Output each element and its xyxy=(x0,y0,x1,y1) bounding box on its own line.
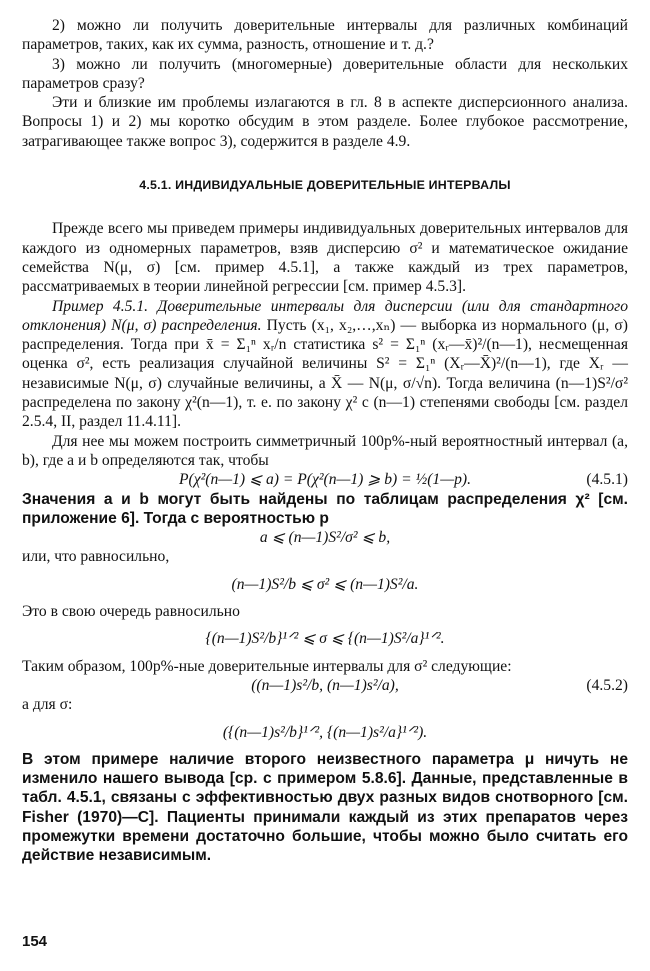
intro-question-3: 3) можно ли получить (многомерные) доверительные области для нескольких параметров сразу? xyxy=(22,55,628,92)
equation-4-5-1 xyxy=(22,470,628,489)
body-paragraph-3: Значения a и b могут быть найдены по таблицам распределения χ² [см. приложение 6]. Тогда с вероятностью p xyxy=(22,490,628,527)
example-paragraph xyxy=(22,297,628,432)
body-paragraph-4: или, что равносильно, xyxy=(22,548,170,566)
body-paragraph-2: Для нее мы можем построить симметричный 100p%-ный вероятностный интервал (a, b), где a и b определяются так, чтобы xyxy=(22,432,628,469)
body-paragraph-1: Прежде всего мы приведем примеры индивидуальных доверительных интервалов для каждого из одномерных параметров, взяв дисперсию σ² и математическое ожидание семейства N(μ, σ) [см. пример 4.5.1], а также каждый из трех параметров, рассматриваемых в теории линейной регрессии [см. пример 4.5.3]. xyxy=(22,220,628,296)
equation-4-5-1-text: P(χ²(n—1) ⩽ a) = P(χ²(n—1) ⩾ b) = ½(1—p). xyxy=(179,471,471,489)
body-paragraph-6: Таким образом, 100p%-ные доверительные интервалы для σ² следующие: xyxy=(22,657,512,675)
example-text: Пусть (x₁, x₂,…,xₙ) — выборка из нормального (μ, σ) распределения. Тогда при x̄ = Σ₁ⁿ xᵣ/n статистика s² = Σ₁ⁿ (xᵣ—x̄)²/(n—1), несмещенная оценка σ², есть реализация случайной величины S² = Σ₁ⁿ (Xᵣ—X̄)²/(n—1), где Xᵣ — независимые N(μ, σ) случайные величины, а X̄ — N(μ, σ/√n). Тогда величина (n—1)S²/σ² распределена по закону χ²(n—1), т. е. по закону χ² с (n—1) степенями свободы [см. раздел 2.5.4, II, раздел 11.4.11]. xyxy=(22,316,628,431)
section-heading: 4.5.1. ИНДИВИДУАЛЬНЫЕ ДОВЕРИТЕЛЬНЫЕ ИНТЕРВАЛЫ xyxy=(139,178,511,193)
equation-number-4-5-1: (4.5.1) xyxy=(586,471,628,489)
equation-sigma-interval-text: ({(n—1)s²/b}¹ᐟ², {(n—1)s²/a}¹ᐟ²). xyxy=(222,723,428,741)
equation-4-5-2-text: ((n—1)s²/b, (n—1)s²/a), xyxy=(251,676,399,694)
page-number: 154 xyxy=(22,933,48,950)
equation-sigma-interval xyxy=(22,723,628,742)
equation-inequality-1-text: a ⩽ (n—1)S²/σ² ⩽ b, xyxy=(259,529,391,547)
body-paragraph-7: а для σ: xyxy=(22,696,73,714)
intro-question-2: 2) можно ли получить доверительные интервалы для различных комбинаций параметров, таких, как их сумма, разность, отношение и т. д.? xyxy=(22,17,628,54)
equation-4-5-2 xyxy=(22,676,628,695)
equation-inequality-2 xyxy=(22,575,628,594)
equation-inequality-2-text: (n—1)S²/b ⩽ σ² ⩽ (n—1)S²/a. xyxy=(231,575,419,593)
body-paragraph-5: Это в свою очередь равносильно xyxy=(22,603,240,621)
equation-inequality-3-text: {(n—1)S²/b}¹ᐟ² ⩽ σ ⩽ {(n—1)S²/a}¹ᐟ². xyxy=(205,630,445,648)
equation-inequality-3 xyxy=(22,629,628,648)
intro-paragraph: Эти и близкие им проблемы излагаются в гл. 8 в аспекте дисперсионного анализа. Вопросы 1) и 2) мы коротко обсудим в этом разделе. Более глубокое рассмотрение, затрагивающее также вопрос 3), содержится в разделе 4.9. xyxy=(22,94,628,150)
body-paragraph-8: В этом примере наличие второго неизвестного параметра μ ничуть не изменило нашего вывода [ср. с примером 5.8.6]. Данные, представленные в табл. 4.5.1, связаны с эффективностью двух разных видов снотворного [см. Fisher (1970)—C]. Пациенты принимали каждый из этих препаратов через промежутки времени достаточно большие, чтобы можно было считать его действие независимым. xyxy=(22,750,628,865)
equation-number-4-5-2: (4.5.2) xyxy=(586,676,628,694)
equation-inequality-1 xyxy=(22,528,628,547)
example-lead: Пример 4.5.1. Доверительные интервалы для дисперсии (или для стандартного отклонения) N(μ, σ) распределения. xyxy=(22,297,628,334)
